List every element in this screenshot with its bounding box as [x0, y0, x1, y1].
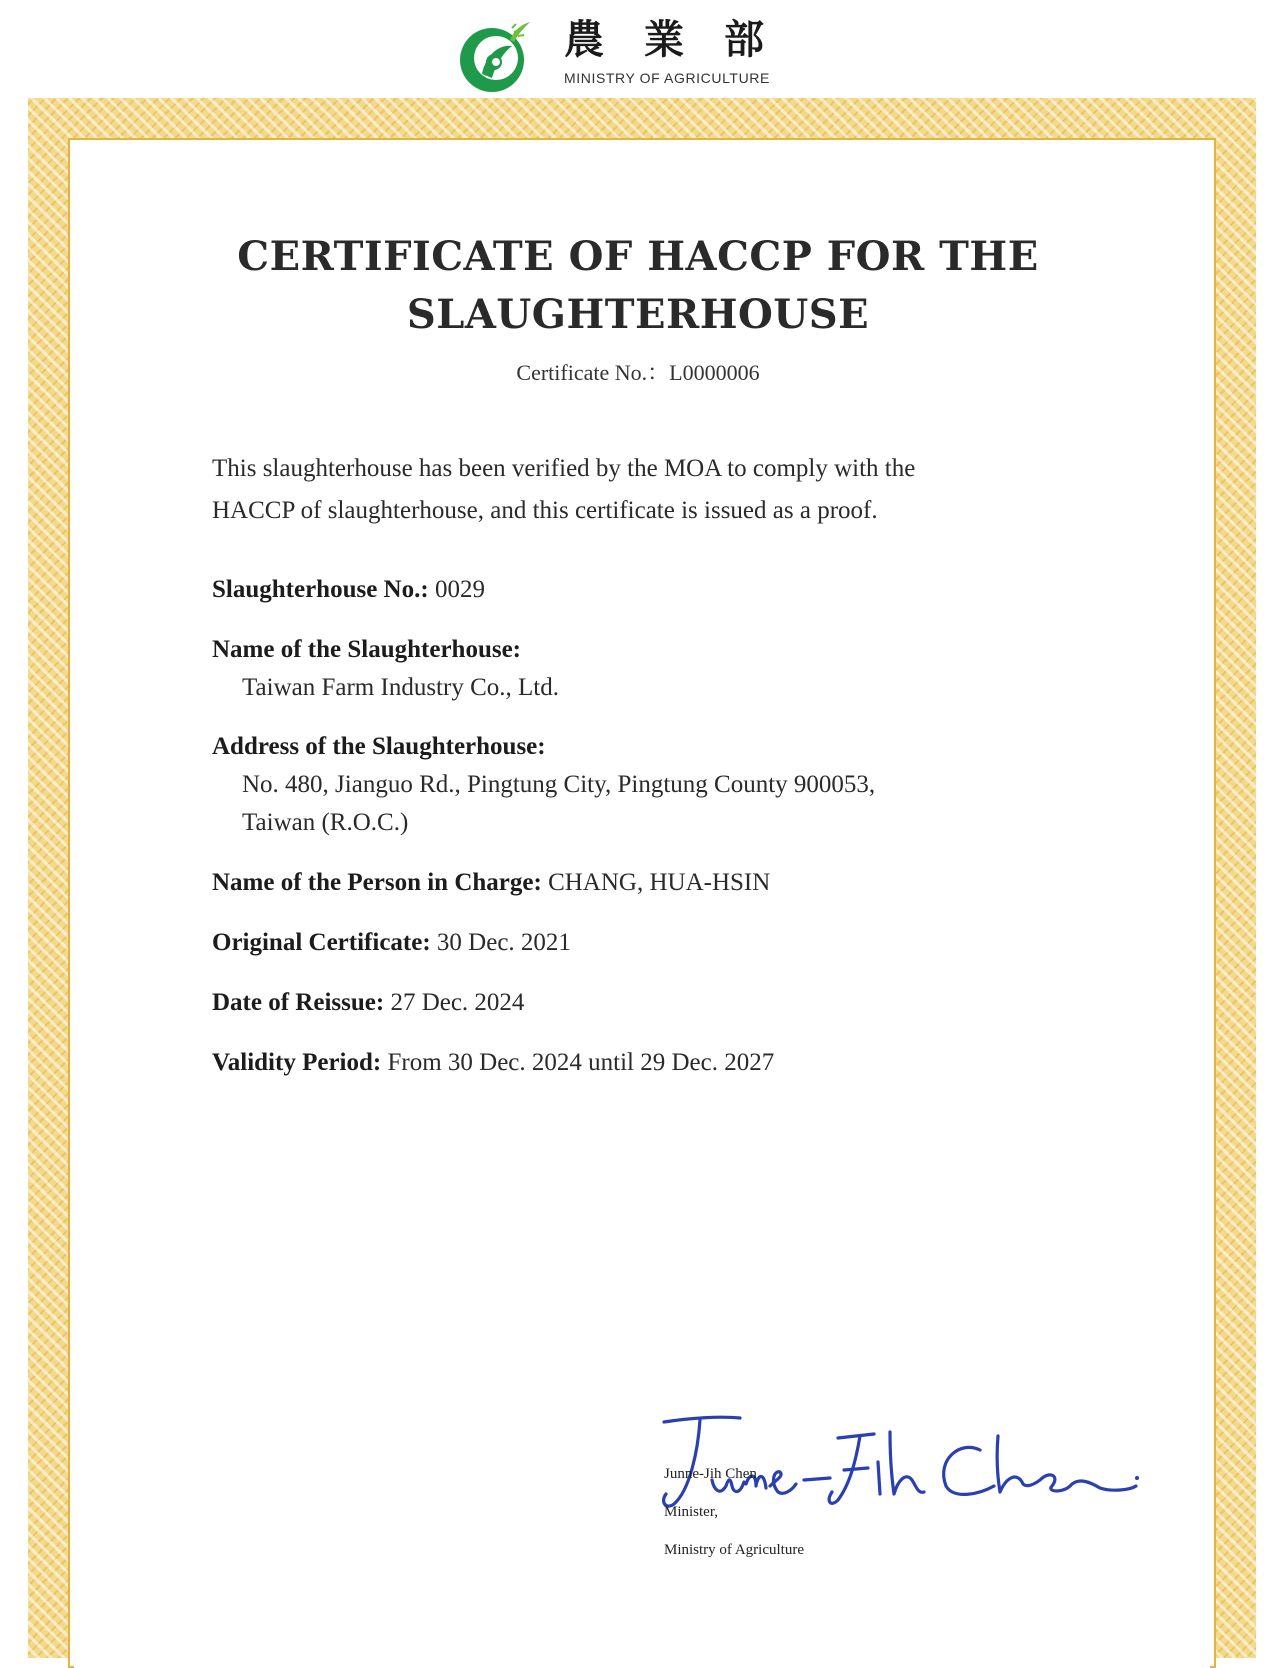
field-original-certificate	[212, 924, 1092, 962]
slaughterhouse-no-value: 0029	[434, 576, 485, 603]
certificate-number	[150, 356, 1126, 387]
original-certificate-label: Original Certificate:	[212, 929, 431, 956]
slaughterhouse-name-value: Taiwan Farm Industry Co., Ltd.	[242, 674, 559, 701]
signatory-name: Junne-Jih Chen	[664, 1466, 757, 1482]
certificate-number-label: Certificate No.：	[516, 360, 670, 385]
original-certificate-value: 30 Dec. 2021	[436, 929, 571, 956]
validity-period-label: Validity Period:	[212, 1049, 382, 1076]
person-in-charge-label: Name of the Person in Charge:	[212, 869, 542, 896]
certificate-statement	[212, 448, 1092, 532]
date-of-reissue-label: Date of Reissue:	[212, 989, 385, 1016]
handwritten-signature	[660, 1410, 1140, 1520]
certificate-number-value: L0000006	[669, 360, 760, 385]
ministry-logo	[452, 14, 832, 94]
person-in-charge-value: CHANG, HUA-HSIN	[548, 869, 771, 896]
field-date-of-reissue	[212, 984, 1092, 1022]
date-of-reissue-value: 27 Dec. 2024	[390, 989, 525, 1016]
signatory-title: Minister,	[664, 1504, 718, 1520]
slaughterhouse-name-label: Name of the Slaughterhouse:	[212, 636, 522, 663]
logo-english-text: MINISTRY OF AGRICULTURE	[564, 70, 770, 86]
field-slaughterhouse-address	[212, 728, 1092, 842]
logo-chinese-text: 農業部	[564, 16, 804, 63]
validity-period-value: From 30 Dec. 2024 until 29 Dec. 2027	[387, 1049, 775, 1076]
field-validity-period	[212, 1044, 1092, 1082]
statement-line-1: This slaughterhouse has been verified by the MOA to comply with the	[212, 455, 916, 482]
signatory-organization: Ministry of Agriculture	[664, 1542, 804, 1558]
field-person-in-charge	[212, 864, 1092, 902]
certificate-title	[150, 228, 1126, 344]
moa-logo-icon	[452, 18, 534, 94]
title-line-1: CERTIFICATE OF HACCP FOR THE	[237, 233, 1039, 280]
title-line-2: SLAUGHTERHOUSE	[406, 291, 870, 338]
statement-line-2: HACCP of slaughterhouse, and this certificate is issued as a proof.	[212, 497, 878, 524]
field-slaughterhouse-name	[212, 631, 1092, 707]
slaughterhouse-no-label: Slaughterhouse No.:	[212, 576, 429, 603]
field-slaughterhouse-no	[212, 571, 1092, 609]
address-line-2: Taiwan (R.O.C.)	[242, 809, 409, 836]
slaughterhouse-address-label: Address of the Slaughterhouse:	[212, 733, 546, 760]
address-line-1: No. 480, Jianguo Rd., Pingtung City, Pingtung County 900053,	[242, 771, 876, 798]
